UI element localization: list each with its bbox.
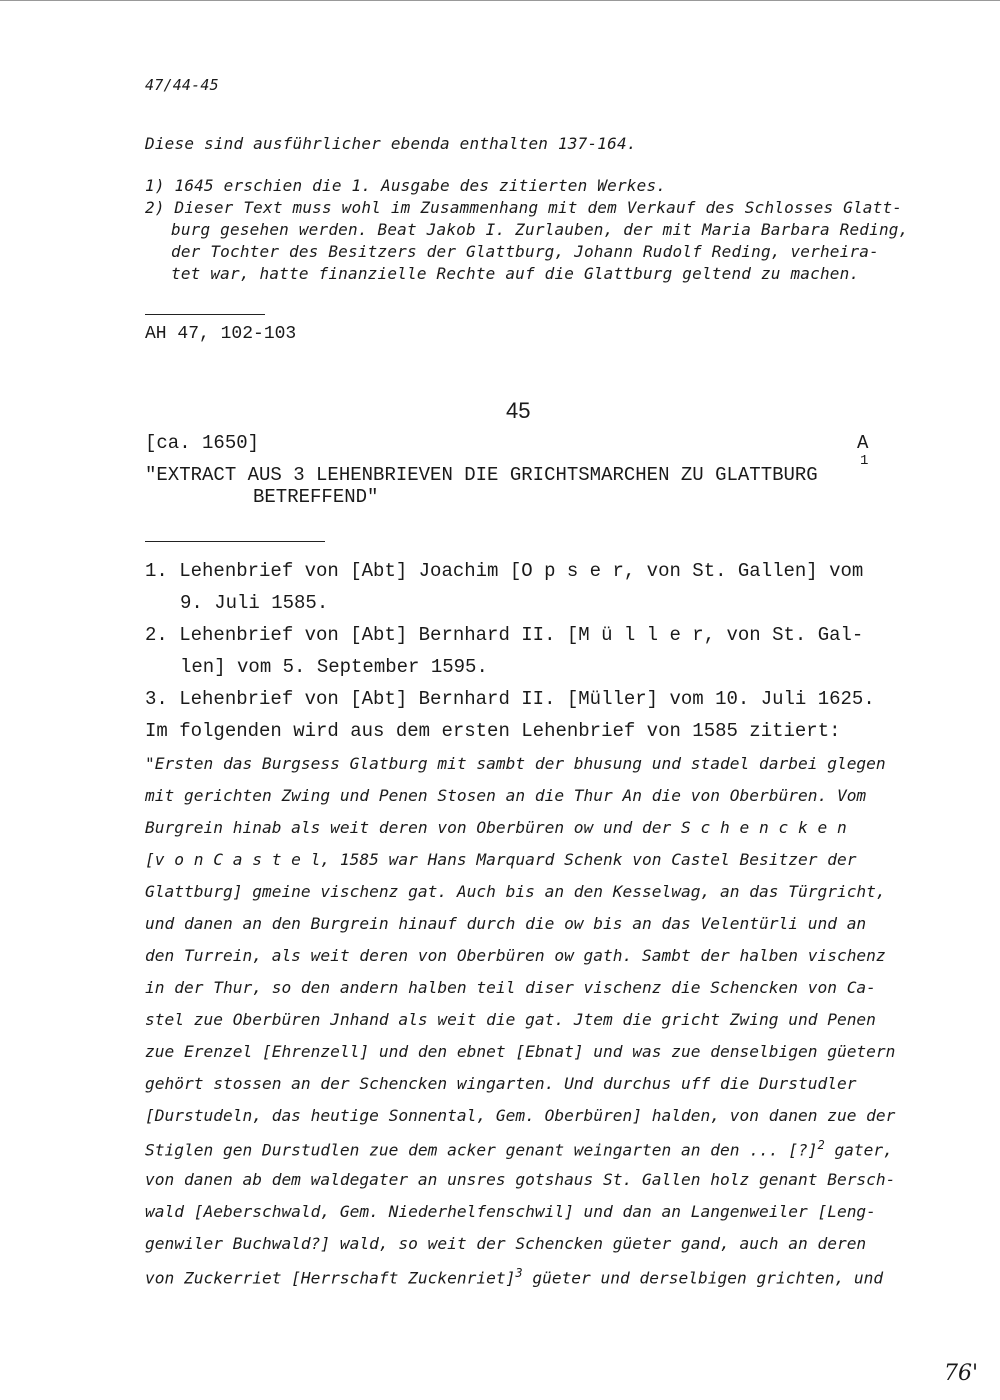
quote-line <box>145 1266 883 1287</box>
footnote-mark: 3 <box>515 1266 523 1280</box>
footnote-2-cont: burg gesehen werden. Beat Jakob I. Zurlauben, der mit Maria Barbara Reding, <box>171 220 909 239</box>
footnote-1: 1) 1645 erschien die 1. Ausgabe des zitierten Werkes. <box>145 176 667 195</box>
page-top-edge <box>0 0 1000 1</box>
quote-line: [v o n C a s t e l, 1585 war Hans Marquard Schenk von Castel Besitzer der <box>145 850 857 869</box>
quote-intro: Im folgenden wird aus dem ersten Lehenbrief von 1585 zitiert: <box>145 720 841 742</box>
list-item-2-cont: len] vom 5. September 1595. <box>180 656 488 678</box>
document-title-cont: BETREFFEND" <box>253 486 379 508</box>
document-number: 45 <box>506 398 531 423</box>
source-reference: AH 47, 102-103 <box>145 324 297 344</box>
quote-line: von danen ab dem waldegater an unsres gotshaus St. Gallen holz genant Bersch- <box>145 1170 896 1189</box>
footnote-2: 2) Dieser Text muss wohl im Zusammenhang mit dem Verkauf des Schlosses Glatt- <box>145 198 903 217</box>
title-divider <box>145 541 325 542</box>
reference-number: 47/44-45 <box>145 76 219 94</box>
quote-line: [Durstudeln, das heutige Sonnental, Gem. Oberbüren] halden, von danen zue der <box>145 1106 896 1125</box>
quote-line: mit gerichten Zwing und Penen Stosen an die Thur An die von Oberbüren. Vom <box>145 786 867 805</box>
footnote-divider <box>145 314 265 315</box>
footnote-2-cont: tet war, hatte finanzielle Rechte auf die Glattburg geltend zu machen. <box>171 264 860 283</box>
quote-line: stel zue Oberbüren Jnhand als weit die gat. Jtem die gricht Zwing und Penen <box>145 1010 876 1029</box>
list-item-1-cont: 9. Juli 1585. <box>180 592 329 614</box>
document-date: [ca. 1650] <box>145 432 260 454</box>
quote-line-text: von Zuckerriet [Herrschaft Zuckenriet] <box>145 1268 516 1288</box>
list-item-1: 1. Lehenbrief von [Abt] Joachim [O p s e r, von St. Gallen] vom <box>145 560 864 582</box>
preface-line: Diese sind ausführlicher ebenda enthalten 137-164. <box>145 134 637 153</box>
quote-line: und danen an den Burgrein hinauf durch die ow bis an das Velentürli und an <box>145 914 867 933</box>
quote-line: Glattburg] gmeine vischenz gat. Auch bis an den Kesselwag, an das Türgricht, <box>145 882 886 901</box>
quote-line: zue Erenzel [Ehrenzell] und den ebnet [Ebnat] und was zue denselbigen güetern <box>145 1042 896 1061</box>
quote-line: "Ersten das Burgsess Glatburg mit sambt der bhusung und stadel darbei glegen <box>145 754 886 773</box>
page-signature: 76' <box>943 1361 978 1386</box>
quote-line: Burgrein hinab als weit deren von Oberbüren ow und der S c h e n c k e n <box>145 818 847 837</box>
quote-line-text: Stiglen gen Durstudlen zue dem acker genant weingarten an den ... [?] <box>145 1140 818 1160</box>
quote-line-tail: güeter und derselbigen grichten, und <box>532 1268 884 1288</box>
title-footnote-mark: 1 <box>860 453 869 469</box>
footnote-mark: 2 <box>817 1138 825 1152</box>
quote-line: gehört stossen an der Schencken wingarten. Und durchus uff die Durstudler <box>145 1074 857 1093</box>
list-item-3: 3. Lehenbrief von [Abt] Bernhard II. [Müller] vom 10. Juli 1625. <box>145 688 875 710</box>
quote-line-tail: gater, <box>834 1140 893 1160</box>
quote-line <box>145 1138 893 1159</box>
list-item-2: 2. Lehenbrief von [Abt] Bernhard II. [M ü l l e r, von St. Gal- <box>145 624 864 646</box>
document-title: "EXTRACT AUS 3 LEHENBRIEVEN DIE GRICHTSMARCHEN ZU GLATTBURG <box>145 464 818 486</box>
version-marker: A <box>857 432 869 454</box>
quote-line: in der Thur, so den andern halben teil diser vischenz die Schencken von Ca- <box>145 978 876 997</box>
footnote-2-cont: der Tochter des Besitzers der Glattburg, Johann Rudolf Reding, verheira- <box>171 242 879 261</box>
quote-line: wald [Aeberschwald, Gem. Niederhelfenschwil] und dan an Langenweiler [Leng- <box>145 1202 876 1221</box>
quote-line: genwiler Buchwald?] wald, so weit der Schencken güeter gand, auch an deren <box>145 1234 867 1253</box>
quote-line: den Turrein, als weit deren von Oberbüren ow gath. Sambt der halben vischenz <box>145 946 886 965</box>
